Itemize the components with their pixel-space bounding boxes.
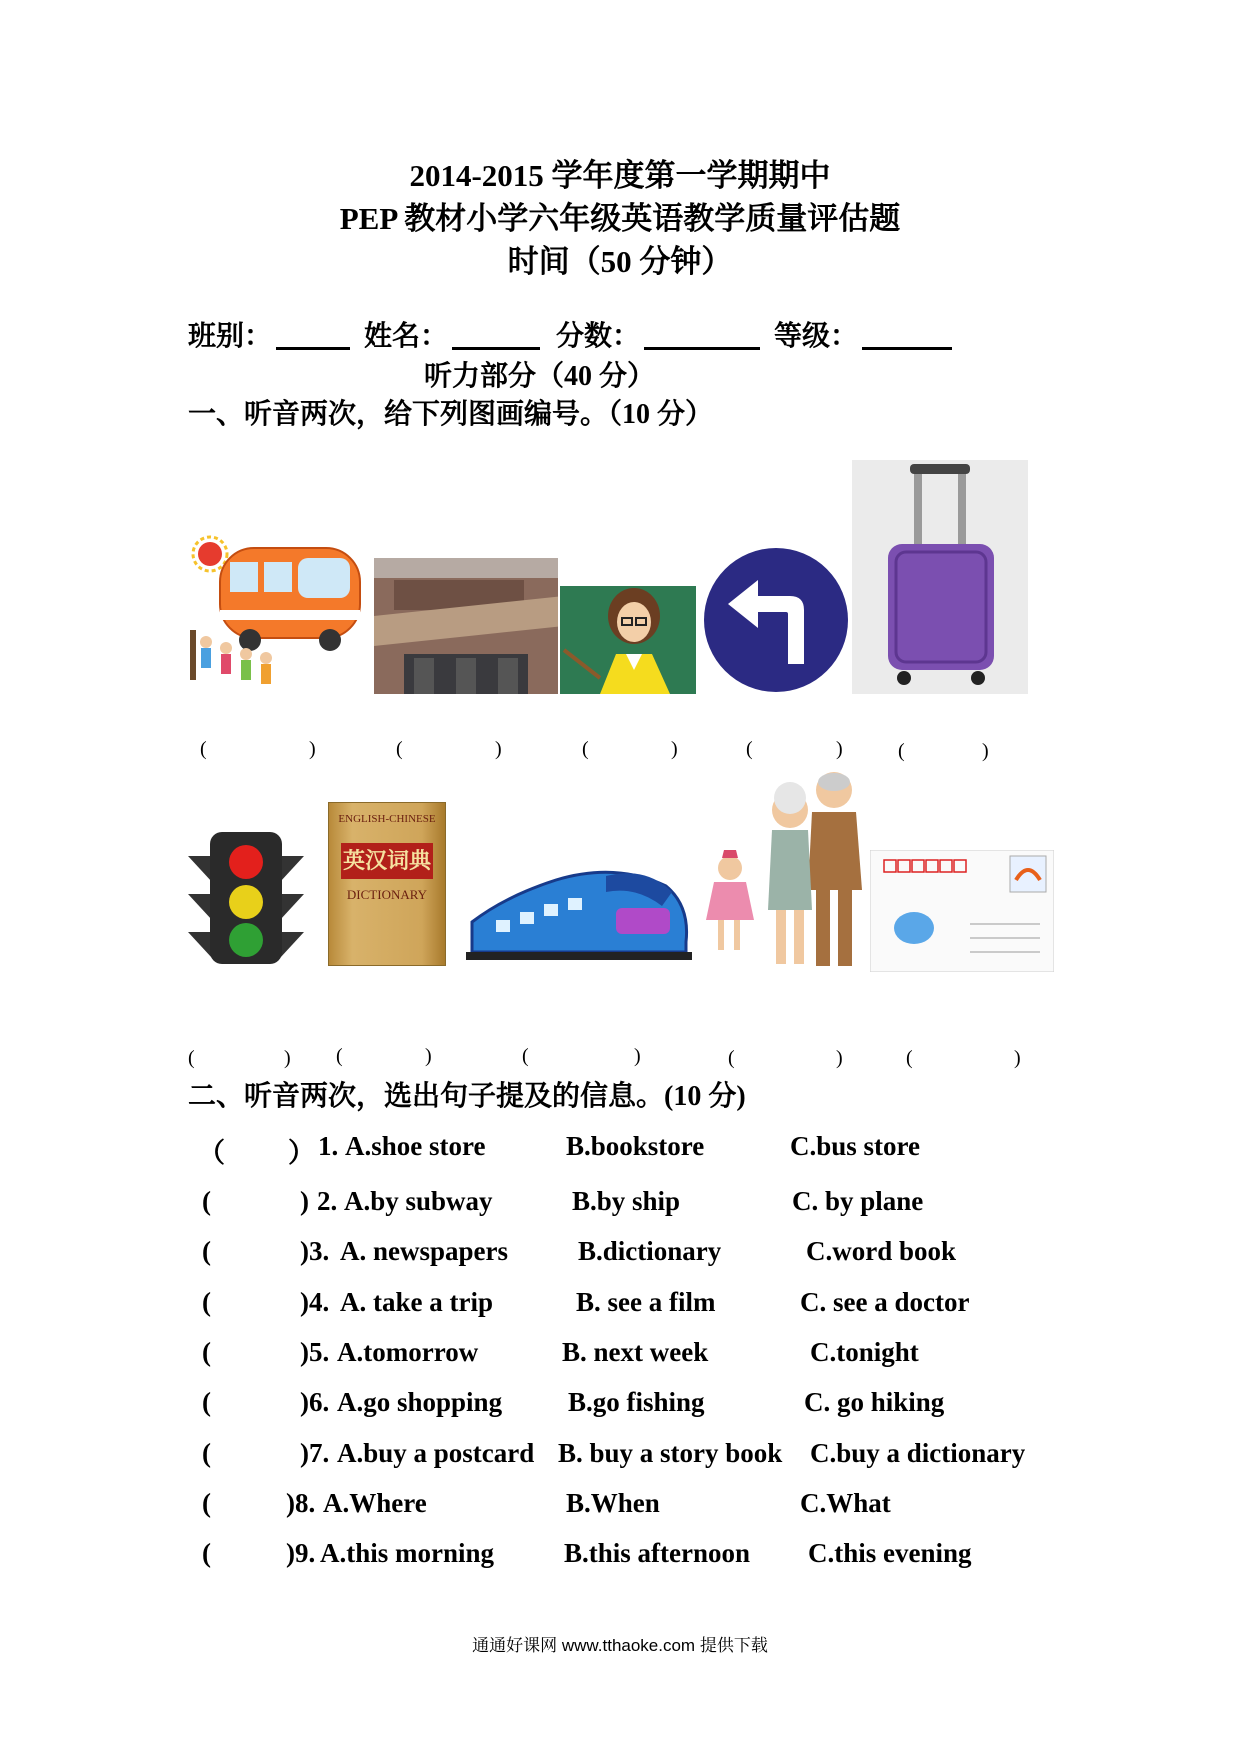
teacher-image <box>560 586 696 694</box>
question-number: 6. <box>309 1387 330 1417</box>
answer-bracket-close: ) <box>286 1538 295 1568</box>
option-c: C. go hiking <box>804 1387 945 1417</box>
option-b: B. buy a story book <box>558 1438 783 1468</box>
option-b: B.When <box>566 1488 660 1518</box>
question-number: 4. <box>309 1287 330 1317</box>
paren-open: ( <box>728 1047 735 1069</box>
option-a: A.tomorrow <box>337 1337 479 1367</box>
class-blank[interactable] <box>276 347 350 350</box>
paren-close: ) <box>309 738 316 760</box>
paren-close: ) <box>836 738 843 760</box>
answer-bracket-close: ) <box>300 1438 309 1468</box>
purple-suitcase-image <box>852 460 1028 694</box>
question-number: 8. <box>295 1488 316 1518</box>
question-number: 1. <box>318 1131 339 1161</box>
option-c: C.tonight <box>810 1337 919 1367</box>
option-c: C.this evening <box>808 1538 972 1568</box>
answer-bracket-open[interactable]: ( <box>202 1337 211 1367</box>
class-label: 班别： <box>188 321 273 352</box>
footer-text: 通通好课网 www.tthaoke.com 提供下载 <box>472 1636 768 1655</box>
postcard-image <box>870 850 1054 972</box>
train-image <box>466 846 692 966</box>
answer-bracket-close: ) <box>300 1236 309 1266</box>
listening-title: 听力部分（40 分） <box>424 361 656 392</box>
option-a: A. newspapers <box>340 1236 509 1266</box>
title-line-3: 时间（50 分钟） <box>507 244 733 279</box>
question-number: 9. <box>295 1538 316 1568</box>
answer-bracket-open[interactable]: ( <box>202 1236 211 1266</box>
option-b: B. next week <box>562 1337 709 1367</box>
option-a: A. take a trip <box>340 1287 493 1317</box>
paren-close: ) <box>671 738 678 760</box>
option-c: C. by plane <box>792 1186 924 1216</box>
answer-bracket-close: ） <box>288 1138 315 1168</box>
bus-with-children-image <box>190 530 368 690</box>
grade-label: 等级： <box>774 321 859 352</box>
paren-open: ( <box>188 1047 195 1069</box>
option-c: C.What <box>800 1488 891 1518</box>
paren-close: ) <box>836 1047 843 1069</box>
section2-title: 二、听音两次，选出句子提及的信息。(10 分) <box>188 1081 746 1112</box>
dictionary-bottom-text: DICTIONARY <box>346 887 428 902</box>
name-label: 姓名： <box>364 321 449 352</box>
paren-open: ( <box>898 740 905 762</box>
title-line-1: 2014-2015 学年度第一学期期中 <box>409 158 831 193</box>
paren-close: ) <box>495 738 502 760</box>
traffic-light-image <box>188 832 304 964</box>
answer-bracket-open[interactable]: ( <box>202 1287 211 1317</box>
answer-bracket-close: ) <box>286 1488 295 1518</box>
option-c: C.buy a dictionary <box>810 1438 1026 1468</box>
option-c: C.word book <box>806 1236 957 1266</box>
turn-left-sign-image <box>702 546 850 694</box>
option-a: A.by subway <box>344 1186 493 1216</box>
answer-bracket-open[interactable]: ( <box>202 1438 211 1468</box>
option-b: B.bookstore <box>566 1131 705 1161</box>
paren-close: ) <box>425 1045 432 1067</box>
grade-blank[interactable] <box>862 347 952 350</box>
option-a: A.shoe store <box>345 1131 486 1161</box>
question-number: 7. <box>309 1438 330 1468</box>
question-number: 3. <box>309 1236 330 1266</box>
option-a: A.buy a postcard <box>337 1438 535 1468</box>
score-blank[interactable] <box>644 347 760 350</box>
answer-bracket-close: ) <box>300 1337 309 1367</box>
paren-open: ( <box>336 1045 343 1067</box>
option-c: C. see a doctor <box>800 1287 970 1317</box>
paren-open: ( <box>582 738 589 760</box>
dictionary-top-text: ENGLISH-CHINESE <box>338 813 436 825</box>
option-b: B.by ship <box>572 1186 681 1216</box>
cinema-building-image <box>374 558 558 694</box>
option-b: B.dictionary <box>578 1236 722 1266</box>
option-c: C.bus store <box>790 1131 921 1161</box>
question-number: 2. <box>317 1186 338 1216</box>
answer-bracket-open[interactable]: ( <box>202 1186 211 1216</box>
option-b: B.go fishing <box>568 1387 705 1417</box>
option-b: B. see a film <box>576 1287 716 1317</box>
answer-bracket-close: ) <box>300 1186 309 1216</box>
paren-close: ) <box>1014 1047 1021 1069</box>
paren-open: ( <box>522 1045 529 1067</box>
answer-bracket-open[interactable]: ( <box>202 1538 211 1568</box>
option-a: A.this morning <box>320 1538 495 1568</box>
dictionary-middle-text: 英汉词典 <box>341 843 433 879</box>
answer-bracket-close: ) <box>300 1387 309 1417</box>
answer-bracket-open[interactable]: ( <box>202 1387 211 1417</box>
paren-close: ) <box>982 740 989 762</box>
answer-bracket-open[interactable]: ( <box>202 1488 211 1518</box>
option-a: A.Where <box>323 1488 427 1518</box>
name-blank[interactable] <box>452 347 540 350</box>
paren-close: ) <box>284 1047 291 1069</box>
answer-bracket-open[interactable]: （ <box>198 1138 225 1168</box>
section1-title: 一、听音两次，给下列图画编号。（10 分） <box>188 399 714 430</box>
answer-bracket-close: ) <box>300 1287 309 1317</box>
dictionary-image <box>328 802 446 966</box>
paren-open: ( <box>746 738 753 760</box>
paren-open: ( <box>200 738 207 760</box>
paren-close: ) <box>634 1045 641 1067</box>
paren-open: ( <box>396 738 403 760</box>
score-label: 分数： <box>556 321 641 352</box>
question-number: 5. <box>309 1337 330 1367</box>
option-a: A.go shopping <box>337 1387 503 1417</box>
paren-open: ( <box>906 1047 913 1069</box>
option-b: B.this afternoon <box>564 1538 751 1568</box>
title-line-2: PEP 教材小学六年级英语教学质量评估题 <box>339 201 901 236</box>
grandparents-and-girl-image <box>700 760 870 974</box>
